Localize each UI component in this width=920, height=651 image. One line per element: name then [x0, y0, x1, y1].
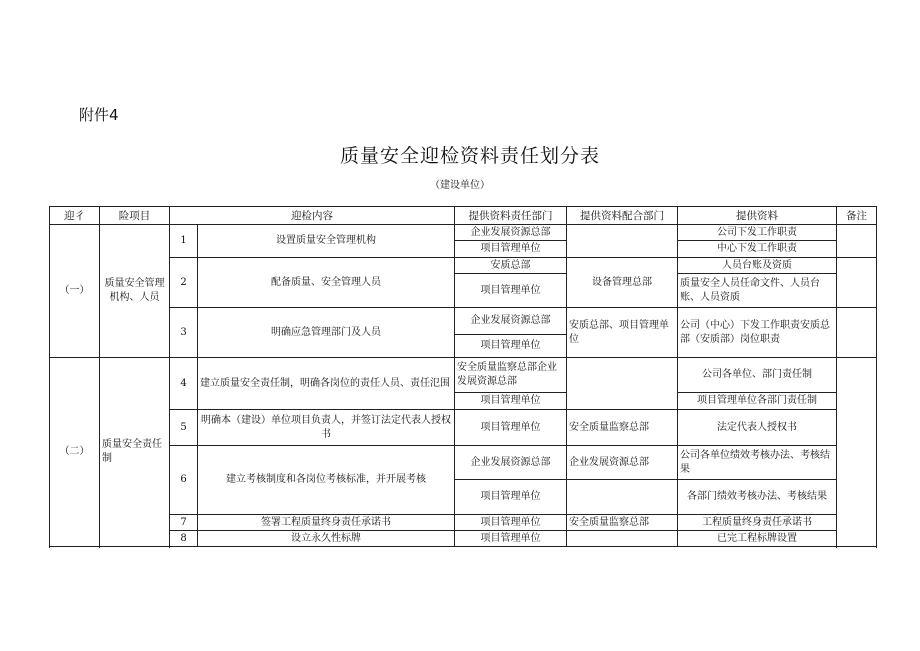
- material: 工程质量终身责任承诺书: [678, 515, 837, 531]
- table-row: [50, 410, 877, 446]
- responsible-dept: 项目管理单位: [455, 274, 567, 308]
- item-content: 明确应急管理部门及人员: [198, 308, 455, 358]
- responsible-dept: 安全质量监察总部企业发展资源总部: [455, 358, 567, 393]
- attachment-label: 附件4: [79, 106, 119, 124]
- item-number: 6: [170, 446, 198, 515]
- item-content: 明确本（建设）单位项目负责人，并签订法定代表人授权书: [198, 410, 455, 446]
- material: 中心下发工作职责: [678, 241, 837, 258]
- item-content: 签署工程质量终身责任承诺书: [198, 515, 455, 531]
- item-number: 1: [170, 225, 198, 258]
- responsible-dept: 项目管理单位: [455, 515, 567, 531]
- page-title: 质量安全迎检资料责任划分表: [339, 145, 600, 167]
- material: 已完工程标牌设置: [678, 531, 837, 547]
- material: 法定代表人授权书: [678, 410, 837, 446]
- material: 各部门绩效考核办法、考核结果: [678, 480, 837, 515]
- remarks-cell: [837, 225, 877, 258]
- table-row: [50, 308, 877, 335]
- responsible-dept: 安质总部: [455, 258, 567, 274]
- responsibility-table: [49, 206, 877, 547]
- item-content: 设置质量安全管理机构: [198, 225, 455, 258]
- remarks-cell: [837, 308, 877, 358]
- responsible-dept: 项目管理单位: [455, 480, 567, 515]
- material: 项目管理单位各部门责任制: [678, 393, 837, 410]
- table-row: [50, 531, 877, 547]
- table-row: [50, 515, 877, 531]
- header-remarks: 备注: [837, 207, 877, 225]
- cooperating-dept: 安全质量监察总部: [567, 515, 678, 531]
- item-content: 设立永久性标牌: [198, 531, 455, 547]
- item-number: 3: [170, 308, 198, 358]
- page-subtitle: （建设单位）: [430, 180, 490, 191]
- header-index: 迎彳: [50, 207, 100, 225]
- section-index: （二）: [50, 358, 100, 547]
- header-cooperating-dept: 提供资料配合部门: [567, 207, 678, 225]
- table-row: [50, 225, 877, 241]
- item-content: 建立考核制度和各岗位考核标准，并开展考核: [198, 446, 455, 515]
- material: 公司下发工作职责: [678, 225, 837, 241]
- item-number: 8: [170, 531, 198, 547]
- responsible-dept: 项目管理单位: [455, 393, 567, 410]
- material: 人员台账及资质: [678, 258, 837, 274]
- item-number: 5: [170, 410, 198, 446]
- remarks-cell: [837, 258, 877, 308]
- item-content: 建立质量安全责任制，明确各岗位的责任人员、责任氾围: [198, 358, 455, 410]
- header-item: 险项目: [100, 207, 170, 225]
- header-responsible-dept: 提供资料责任部门: [455, 207, 567, 225]
- cooperating-dept: 设备管理总部: [567, 258, 678, 308]
- responsible-dept: 项目管理单位: [455, 410, 567, 446]
- header-materials: 提供资料: [678, 207, 837, 225]
- table-row: [50, 258, 877, 274]
- material: 公司各单位、部门责任制: [678, 358, 837, 393]
- section-index: （一）: [50, 225, 100, 358]
- cooperating-dept: [567, 225, 678, 258]
- cooperating-dept: 安质总部、项目管理单位: [567, 308, 678, 358]
- responsible-dept: 项目管理单位: [455, 241, 567, 258]
- header-content: 迎检内容: [170, 207, 455, 225]
- item-content: 配备质量、安全管理人员: [198, 258, 455, 308]
- material: 公司各单位绩效考核办法、考核结果: [678, 446, 837, 480]
- cooperating-dept: 企业发展资源总部: [567, 446, 678, 480]
- responsible-dept: 企业发展资源总部: [455, 308, 567, 335]
- material: 质量安全人员任命文件、人员台账、人员资质: [678, 274, 837, 308]
- responsible-dept: 企业发展资源总部: [455, 446, 567, 480]
- cooperating-dept: [567, 531, 678, 547]
- remarks-cell: [837, 358, 877, 547]
- cooperating-dept: 安全质量监察总部: [567, 410, 678, 446]
- section-name: 质量安全责任制: [100, 358, 170, 547]
- responsible-dept: 企业发展资源总部: [455, 225, 567, 241]
- item-number: 7: [170, 515, 198, 531]
- material: 公司（中心）下发工作职责安质总部（安质部）岗位职责: [678, 308, 837, 358]
- table-row: [50, 358, 877, 393]
- header-row: [50, 207, 877, 225]
- cooperating-dept: [567, 480, 678, 515]
- item-number: 2: [170, 258, 198, 308]
- responsible-dept: 项目管理单位: [455, 335, 567, 358]
- item-number: 4: [170, 358, 198, 410]
- table-row: [50, 446, 877, 480]
- cooperating-dept: [567, 358, 678, 410]
- section-name: 质量安全管理机构、人员: [100, 225, 170, 358]
- responsible-dept: 项目管理单位: [455, 531, 567, 547]
